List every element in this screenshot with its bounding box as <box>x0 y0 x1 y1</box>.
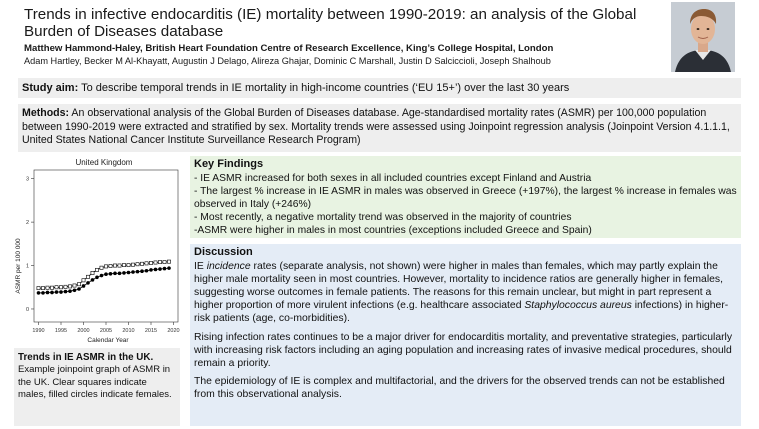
poster-title: Trends in infective endocarditis (IE) mortality between 1990-2019: an analysis of the Global Burden of Diseases database <box>24 6 637 40</box>
x-tick-label: 2005 <box>99 328 113 334</box>
discussion-paragraph-3: The epidemiology of IE is complex and multifactorial, and the drivers for the observed trends can not be established from this observational analysis. <box>194 375 725 400</box>
y-tick-label: 3 <box>25 176 29 183</box>
female-point <box>46 291 50 295</box>
plot-frame <box>34 170 178 322</box>
female-point <box>104 272 108 276</box>
male-point <box>167 260 170 263</box>
female-point <box>113 272 117 276</box>
male-point <box>109 264 112 267</box>
female-point <box>77 287 81 291</box>
x-tick-label: 2015 <box>144 328 158 334</box>
lead-author: Matthew Hammond-Haley, British Heart Foundation Centre of Research Excellence, King’s College Hospital, London <box>24 43 554 54</box>
female-point <box>86 281 90 285</box>
discussion-text: IE <box>194 261 207 273</box>
study-aim-text: To describe temporal trends in IE mortality in high-income countries (‘EU 15+’) over the last 30 years <box>78 82 570 94</box>
female-point <box>95 275 99 279</box>
male-point <box>127 264 130 267</box>
female-point <box>167 266 171 270</box>
female-point <box>50 291 54 295</box>
male-point <box>86 275 89 278</box>
male-point <box>82 279 85 282</box>
male-point <box>140 262 143 265</box>
male-point <box>41 287 44 290</box>
female-point <box>73 288 77 292</box>
chart-y-label: ASMR per 100 000 <box>15 238 22 294</box>
male-point <box>77 283 80 286</box>
methods <box>18 104 741 152</box>
female-point <box>68 289 72 293</box>
female-point <box>55 290 59 294</box>
female-point <box>41 291 45 295</box>
male-point <box>100 266 103 269</box>
y-tick-label: 1 <box>25 263 29 270</box>
female-point <box>158 267 162 271</box>
caption-text: Example joinpoint graph of ASMR in the UK. Clear squares indicate males, filled circles indicate females. <box>18 364 172 400</box>
y-tick-label: 0 <box>25 306 29 313</box>
discussion <box>190 244 741 426</box>
discussion-heading: Discussion <box>194 246 253 258</box>
male-point <box>122 264 125 267</box>
series-line <box>39 268 170 293</box>
female-point <box>154 268 158 272</box>
female-point <box>122 271 126 275</box>
female-point <box>64 290 68 294</box>
male-point <box>55 286 58 289</box>
co-authors: Adam Hartley, Becker M Al-Khayatt, Augustin J Delago, Alireza Ghajar, Dominic C Marshall, Justin D Salciccioli, Joseph Shalhoub <box>24 56 551 66</box>
uk-asmr-chart <box>12 156 184 346</box>
female-point <box>131 270 135 274</box>
chart-title: United Kingdom <box>75 158 133 167</box>
poster-header <box>0 0 759 74</box>
finding-item: - Most recently, a negative mortality trend was observed in the majority of countries <box>194 212 572 223</box>
key-findings-heading: Key Findings <box>194 158 264 170</box>
x-tick-label: 1995 <box>54 328 68 334</box>
author-photo <box>671 2 735 72</box>
female-point <box>163 267 167 271</box>
male-point <box>145 262 148 265</box>
discussion-text: rates (separate analysis, not shown) were higher in males than females, which may partly explain the higher male mortality seen in most countries. However, mortality to incidence ratios are generally higher in females, suggesting worse outcomes in female patients. The reasons for this remain unclear, but might in part represent a higher proportion of more virulent infections (e.g. healthcare associated <box>194 261 724 312</box>
male-point <box>154 261 157 264</box>
female-point <box>127 271 131 275</box>
study-aim <box>18 78 741 98</box>
female-point <box>149 268 153 272</box>
male-point <box>64 285 67 288</box>
male-point <box>73 284 76 287</box>
female-point <box>59 290 63 294</box>
female-point <box>91 278 95 282</box>
male-point <box>50 286 53 289</box>
discussion-paragraph-2: Rising infection rates continues to be a major driver for endocarditis mortality, and preventative strategies, particularly with increasing risk factors including an aging population and increasing rates of invasive medical procedures, should remain a priority. <box>194 331 733 369</box>
male-point <box>46 286 49 289</box>
discussion-paragraph-1 <box>194 260 737 325</box>
x-tick-label: 2010 <box>122 328 135 334</box>
male-point <box>136 263 139 266</box>
finding-item: - The largest % increase in IE ASMR in males was observed in Greece (+197%), the largest % increase in females was observed in Italy (+246%) <box>194 186 737 210</box>
y-tick-label: 2 <box>25 220 29 227</box>
female-point <box>37 291 41 295</box>
x-tick-label: 2020 <box>167 328 180 334</box>
male-point <box>163 260 166 263</box>
male-point <box>91 271 94 274</box>
male-point <box>68 285 71 288</box>
male-point <box>59 286 62 289</box>
x-tick-label: 1990 <box>32 328 45 334</box>
discussion-italic: Staphylococcus aureus <box>524 300 632 312</box>
male-point <box>149 261 152 264</box>
female-point <box>140 269 144 273</box>
discussion-italic: incidence <box>206 261 251 273</box>
male-point <box>118 264 121 267</box>
discussion-text: infections) in higher-risk patients (age, co-morbidities). <box>194 300 729 325</box>
male-point <box>37 287 40 290</box>
study-aim-label: Study aim: <box>22 82 79 94</box>
x-tick-label: 2000 <box>77 328 90 334</box>
female-point <box>136 270 140 274</box>
female-point <box>145 269 149 273</box>
male-point <box>158 260 161 263</box>
female-point <box>82 284 86 288</box>
female-point <box>100 274 104 278</box>
chart-x-label: Calendar Year <box>87 337 129 344</box>
female-point <box>109 272 113 276</box>
female-point <box>118 272 122 276</box>
male-point <box>104 265 107 268</box>
methods-label: Methods: <box>22 107 70 119</box>
male-point <box>131 263 134 266</box>
methods-text: An observational analysis of the Global Burden of Diseases database. Age-standardised mortality rates (ASMR) per 100,000 population between 1990-2019 were extracted and stratified by sex. Mortality trends were assessed using Joinpoint regression analysis (Joinpoint Version 4.1.1.1, United States National Cancer Institute Surveillance Research Program) <box>22 107 730 146</box>
finding-item: - IE ASMR increased for both sexes in all included countries except Finland and Austria <box>194 173 592 184</box>
finding-item: -ASMR were higher in males in most countries (exceptions included Greece and Spain) <box>194 225 592 236</box>
caption-title: Trends in IE ASMR in the UK. <box>18 352 154 363</box>
chart-caption <box>14 348 180 426</box>
key-findings <box>190 156 741 238</box>
male-point <box>95 268 98 271</box>
male-point <box>113 264 116 267</box>
chart-svg <box>12 156 184 346</box>
